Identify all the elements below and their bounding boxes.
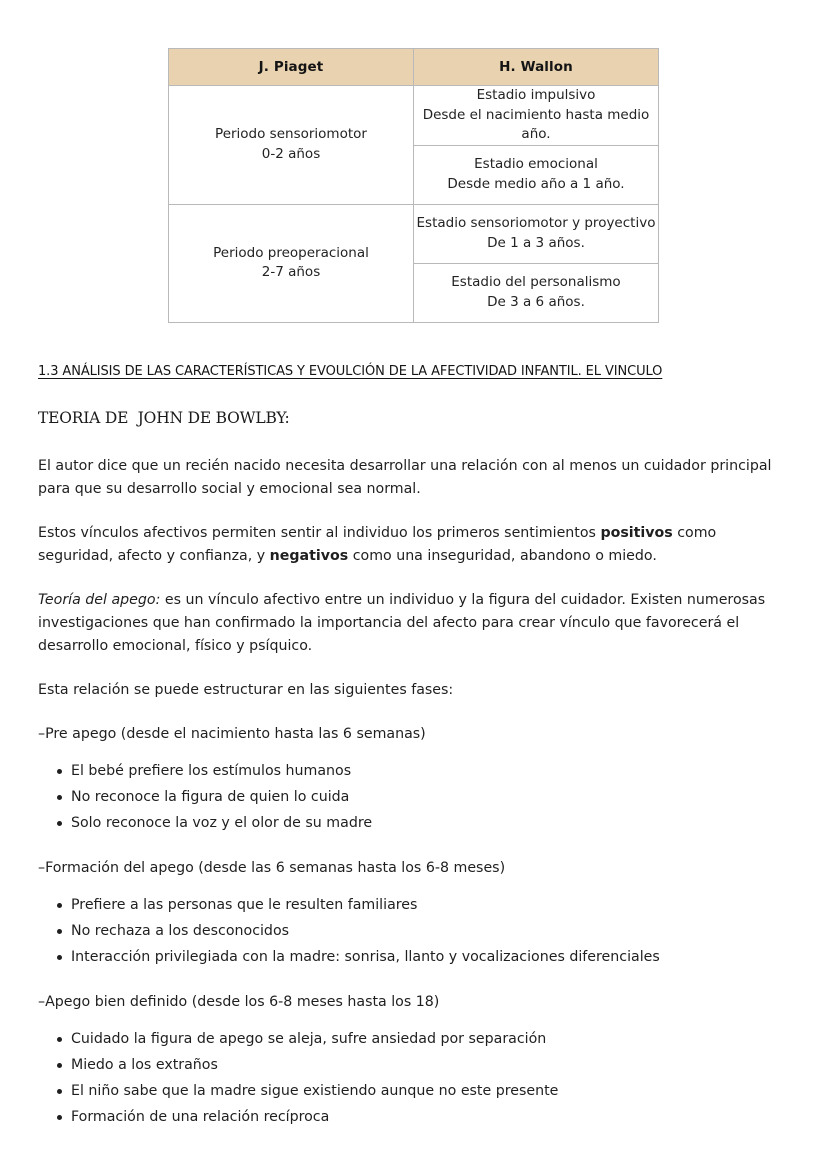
table-row [169, 86, 659, 146]
text-run: como una inseguridad, abandono o miedo. [348, 548, 657, 564]
table-row [169, 204, 659, 263]
list-item: Interacción privilegiada con la madre: sonrisa, llanto y vocalizaciones diferenciales [38, 946, 790, 969]
bold-negativos: negativos [269, 548, 349, 564]
cell-line-secondary: Desde el nacimiento hasta medio año. [422, 106, 650, 143]
list-item: Formación de una relación recíproca [38, 1106, 790, 1129]
paragraph-phases-intro: Esta relación se puede estructurar en las siguientes fases: [38, 682, 454, 698]
table-cell-piaget-sensoriomotor [169, 86, 414, 205]
phase-bullets-pre-apego [38, 760, 790, 835]
list-item: Miedo a los extraños [38, 1054, 790, 1077]
table-cell-wallon-emocional [414, 145, 659, 204]
piaget-wallon-table [168, 48, 659, 323]
cell-line-secondary: Desde medio año a 1 año. [447, 175, 625, 192]
section-heading: 1.3 ANÁLISIS DE LAS CARACTERÍSTICAS Y EVOULCIÓN DE LA AFECTIVIDAD INFANTIL. EL VINCULO [38, 364, 663, 379]
table-cell-piaget-preoperacional [169, 204, 414, 322]
text-run: como seguridad, afecto y confianza, y [38, 525, 717, 564]
list-item: El niño sabe que la madre sigue existiendo aunque no este presente [38, 1080, 790, 1103]
cell-line-primary: Estadio del personalismo [451, 274, 621, 291]
cell-line-primary: Estadio sensoriomotor y proyectivo [416, 215, 656, 232]
table-cell-wallon-personalismo [414, 263, 659, 322]
phase-heading-apego-bien-definido: –Apego bien definido (desde los 6-8 meses hasta los 18) [38, 994, 440, 1010]
list-item: Cuidado la figura de apego se aleja, sufre ansiedad por separación [38, 1028, 790, 1051]
piaget-wallon-table-container [168, 48, 659, 323]
text-run: es un vínculo afectivo entre un individuo y la figura del cuidador. Existen numerosas investigaciones que han confirmado la importancia del afecto para crear vínculo que favorecerá el desarrollo emocional, físico y psíquico. [38, 592, 766, 654]
table-cell-wallon-impulsivo [414, 86, 659, 146]
table-header-wallon: H. Wallon [414, 49, 659, 86]
cell-line-secondary: 0-2 años [261, 145, 321, 162]
paragraph-attachment-theory [38, 589, 790, 658]
cell-line-secondary: 2-7 años [261, 264, 321, 281]
phase-heading-formacion-apego: –Formación del apego (desde las 6 semanas hasta los 6-8 meses) [38, 860, 506, 876]
text-run: Estos vínculos afectivos permiten sentir al individuo los primeros sentimientos [38, 525, 601, 541]
cell-line-primary: Estadio emocional [474, 156, 598, 173]
list-item: Prefiere a las personas que le resulten familiares [38, 894, 790, 917]
table-cell-wallon-sensoriomotor-proyectivo [414, 204, 659, 263]
phase-bullets-formacion-apego [38, 894, 790, 969]
theory-heading: TEORIA DE JOHN DE BOWLBY: [38, 409, 290, 427]
cell-line-primary: Periodo sensoriomotor [215, 126, 367, 143]
cell-line-primary: Estadio impulsivo [476, 87, 596, 103]
cell-line-secondary: De 3 a 6 años. [487, 293, 585, 310]
bold-positivos: positivos [600, 525, 673, 541]
paragraph-author-intro: El autor dice que un recién nacido necesita desarrollar una relación con al menos un cuidador principal para que su desarrollo social y emocional sea normal. [38, 458, 772, 497]
list-item: No rechaza a los desconocidos [38, 920, 790, 943]
cell-line-primary: Periodo preoperacional [213, 244, 369, 261]
table-header-row [169, 49, 659, 86]
phase-bullets-apego-bien-definido [38, 1028, 790, 1129]
list-item: No reconoce la figura de quien lo cuida [38, 786, 790, 809]
italic-teoria-del-apego: Teoría del apego: [38, 592, 161, 608]
paragraph-affective-bonds [38, 522, 790, 568]
list-item: El bebé prefiere los estímulos humanos [38, 760, 790, 783]
document-body [38, 364, 790, 1151]
list-item: Solo reconoce la voz y el olor de su madre [38, 812, 790, 835]
cell-line-secondary: De 1 a 3 años. [487, 234, 585, 251]
table-header-piaget: J. Piaget [169, 49, 414, 86]
phase-heading-pre-apego: –Pre apego (desde el nacimiento hasta las 6 semanas) [38, 726, 426, 742]
